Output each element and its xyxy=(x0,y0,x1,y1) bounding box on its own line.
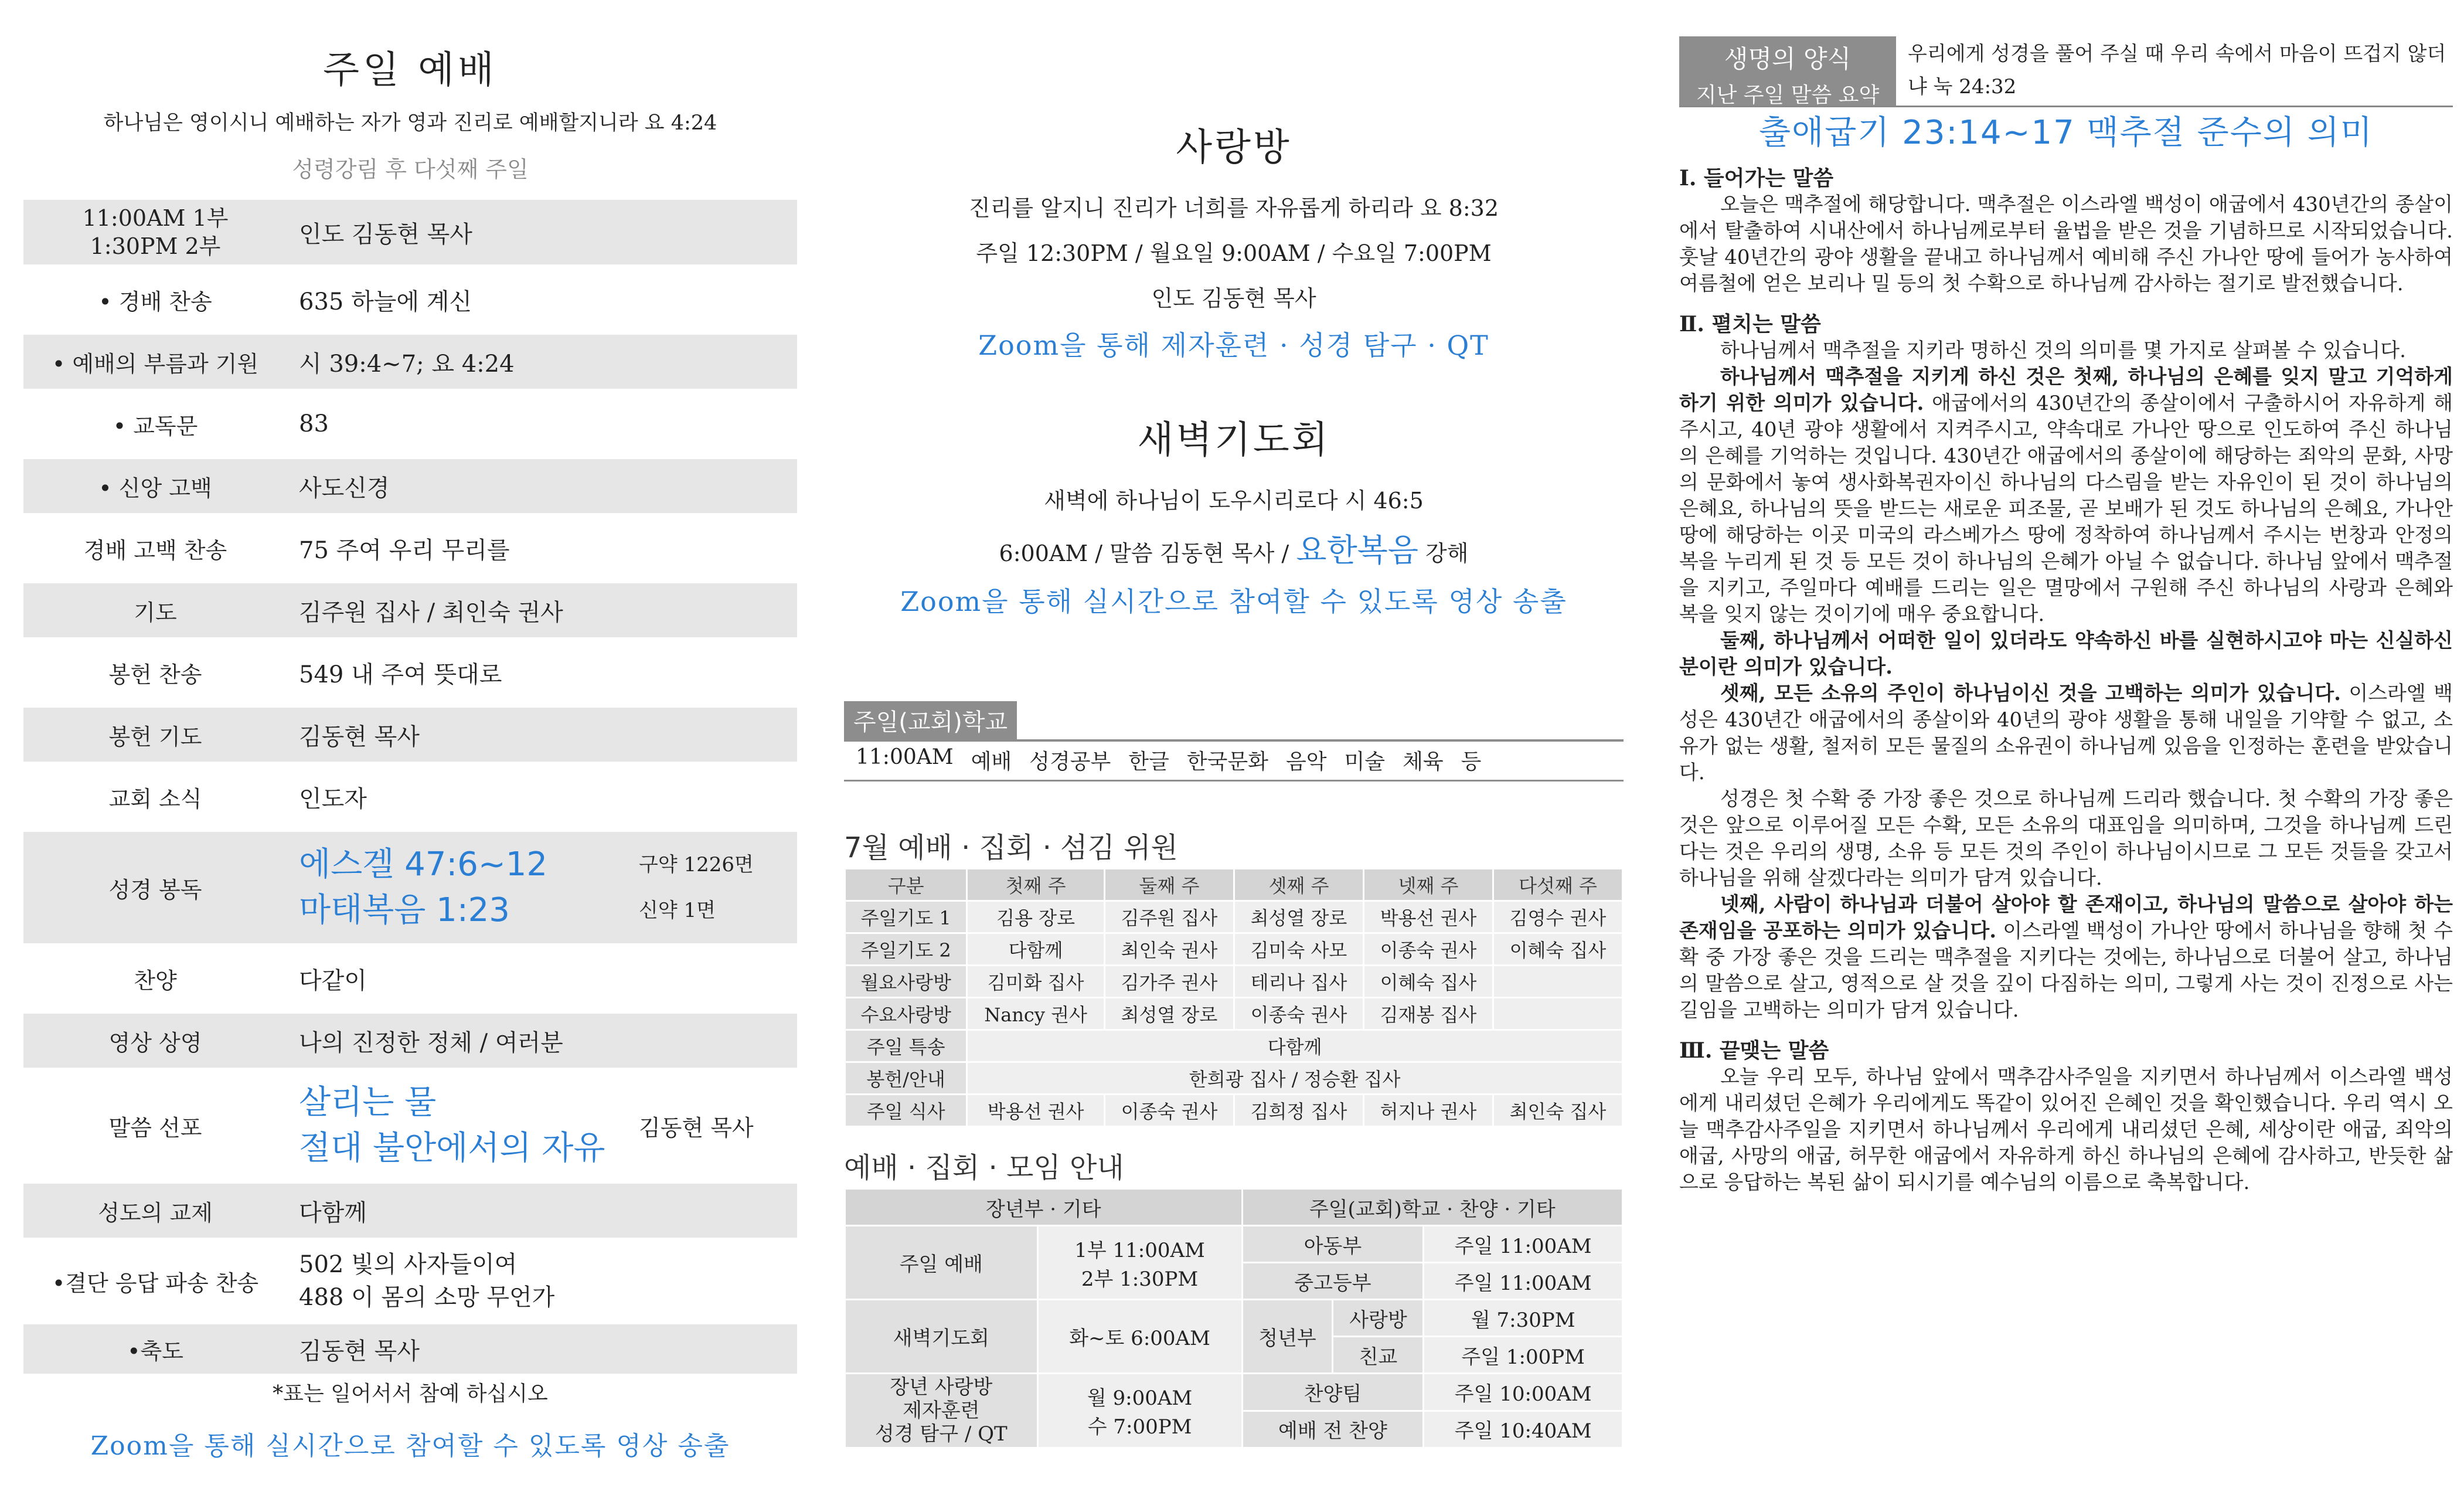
sermon-title-2: 절대 불안에서의 자유 xyxy=(299,1129,605,1167)
table-cell: 김재봉 집사 xyxy=(1363,998,1493,1030)
order-row xyxy=(23,521,797,575)
table-cell: 다함께 xyxy=(967,1030,1623,1062)
order-value: 635 하늘에 계신 xyxy=(299,288,472,315)
order-row xyxy=(23,952,797,1005)
worship-time-1: 1부 11:00AM xyxy=(1074,1238,1205,1262)
response-hymn-2: 488 이 몸의 소망 무언가 xyxy=(299,1284,555,1311)
committee-table xyxy=(844,868,1624,1127)
table-cell: 주일 특송 xyxy=(845,1030,967,1062)
summary-body xyxy=(1679,159,2453,1210)
sermon-preacher: 김동현 목사 xyxy=(639,1115,754,1141)
order-value: 김주원 집사 / 최인숙 권사 xyxy=(299,599,563,626)
table-cell xyxy=(845,1374,1038,1448)
table-cell: 친교 xyxy=(1333,1337,1424,1374)
worship-verse: 하나님은 영이시니 예배하는 자가 영과 진리로 예배할지니라 요 4:24 xyxy=(103,111,717,135)
table-row xyxy=(845,933,1623,966)
order-label: • 경배 찬송 xyxy=(98,288,212,315)
paragraph-text: 이스라엘 백성은 430년간 애굽에서의 종살이와 40년의 광야 생활을 통해 내일을 기약할 수 없고, 소유가 없는 생활, 철저히 모든 물질의 소유권이 하나님께 있음을 인정하는 훈련을 받았습니다. xyxy=(1679,682,2453,784)
order-label: 성도의 교제 xyxy=(98,1200,213,1226)
table-cell: 박용선 권사 xyxy=(1363,901,1493,933)
response-label: •결단 응답 파송 찬송 xyxy=(52,1270,259,1296)
summary-badge xyxy=(1679,36,1896,106)
order-row xyxy=(23,770,797,824)
order-row xyxy=(23,1324,797,1374)
table-cell: 봉헌/안내 xyxy=(845,1062,967,1095)
scripture-ref-1: 에스겔 47:6~12 xyxy=(299,845,548,884)
dawn-schedule-text: 6:00AM / 말씀 김동현 목사 / xyxy=(999,541,1289,566)
order-label: • 신앙 고백 xyxy=(98,475,212,501)
table-row xyxy=(845,1300,1623,1337)
table-cell: 허지나 권사 xyxy=(1363,1095,1493,1127)
adult-label-1: 장년 사랑방 xyxy=(890,1375,993,1399)
table-row xyxy=(845,966,1623,998)
table-cell: 이혜숙 집사 xyxy=(1363,966,1493,998)
order-row xyxy=(23,335,797,389)
table-cell: 주일기도 1 xyxy=(845,901,967,933)
paragraph xyxy=(1679,364,2453,628)
sermon-title-1: 살리는 물 xyxy=(299,1083,437,1122)
school-item: 체육 xyxy=(1403,750,1444,774)
table-cell: 이종숙 권사 xyxy=(1363,933,1493,966)
table-cell: 김미화 집사 xyxy=(967,966,1105,998)
school-item: 예배 xyxy=(971,750,1012,774)
standing-note: *표는 일어서서 참예 하십시오 xyxy=(273,1382,548,1406)
table-cell: 박용선 권사 xyxy=(967,1095,1105,1127)
paragraph: 오늘 우리 모두, 하나님 앞에서 맥추감사주일을 지키면서 하나님께서 이스라엘 백성에게 내리셨던 은혜가 우리에게도 똑같이 있어진 은혜인 것을 확인했습니다. 우리 역시 오늘 맥추감사주일을 지키면서 하나님께서 우리에게 내리셨던 은혜, 세상이란 애굽, 죄악의 애굽, 사망의 애굽, 허무한 애굽에서 자유하게 하신 하나님의 은혜에 감사하고, 반듯한 삶으로 응답하는 복된 삶이 되시기를 예수님의 이름으로 축복합니다. xyxy=(1679,1065,2453,1194)
emphasis: 셋째, 모든 소유의 주인이 하나님이신 것을 고백하는 의미가 있습니다. xyxy=(1720,682,2341,705)
dawn-suffix: 강해 xyxy=(1425,541,1469,566)
paragraph xyxy=(1679,892,2453,1024)
sarangbang-title: 사랑방 xyxy=(1176,126,1292,169)
emphasis: 둘째, 하나님께서 어떠한 일이 있더라도 약속하신 바를 실현하시고야 마는 신실하신 분이란 의미가 있습니다. xyxy=(1679,629,2453,679)
table-row xyxy=(845,1030,1623,1062)
table-cell: 찬양팀 xyxy=(1242,1374,1424,1411)
table-cell: 이혜숙 집사 xyxy=(1493,933,1622,966)
table-cell: 최인숙 집사 xyxy=(1493,1095,1622,1127)
sarangbang-zoom: Zoom을 통해 제자훈련 · 성경 탐구 · QT xyxy=(978,329,1489,361)
table-row xyxy=(845,1226,1623,1263)
school-item: 음악 xyxy=(1285,750,1327,774)
order-label: 경배 고백 찬송 xyxy=(83,537,227,563)
response-hymns xyxy=(287,1248,797,1314)
paragraph xyxy=(1679,628,2453,681)
worship-season: 성령강림 후 다섯째 주일 xyxy=(292,157,529,182)
order-value: 다같이 xyxy=(299,967,367,994)
table-row xyxy=(845,998,1623,1030)
sarangbang-verse: 진리를 알지니 진리가 너희를 자유롭게 하리라 요 8:32 xyxy=(968,195,1499,221)
sermon-titles xyxy=(287,1080,639,1171)
paragraph: 오늘은 맥추절에 해당합니다. 맥추절은 이스라엘 백성이 애굽에서 430년간의 종살이에서 탈출하여 시내산에서 하나님께로부터 율법을 받은 것을 기념하므로 시작되었습니다. 훗날 40년간의 광야 생활을 끝내고 하나님께서 예비해 주신 가나안 땅에 들어가 농사하여 여름철에 얻은 보리나 밀 등의 첫 수확으로 하나님께 감사하는 절기로 발전했습니다. xyxy=(1679,193,2453,295)
table-cell: 주일기도 2 xyxy=(845,933,967,966)
sermon-summary-column xyxy=(1679,0,2453,1495)
table-cell: 최성열 장로 xyxy=(1104,998,1234,1030)
summary-title: 출애굽기 23:14~17 맥추절 준수의 의미 xyxy=(1759,114,2373,152)
paragraph xyxy=(1679,681,2453,786)
order-label: 11:00AM 1부 1:30PM 2부 xyxy=(82,205,229,259)
order-label: 영상 상영 xyxy=(108,1029,202,1056)
table-cell xyxy=(1493,966,1622,998)
order-value: 다함께 xyxy=(299,1199,367,1226)
table-cell: 최인숙 권사 xyxy=(1104,933,1234,966)
order-value: 김동현 목사 xyxy=(299,1337,420,1365)
table-cell: 청년부 xyxy=(1242,1300,1333,1374)
order-row xyxy=(23,1184,797,1238)
committee-header: 첫째 주 xyxy=(967,869,1105,901)
worship-order xyxy=(23,200,797,1374)
table-cell: Nancy 권사 xyxy=(967,998,1105,1030)
order-label: 기도 xyxy=(134,599,177,626)
table-cell: 예배 전 찬양 xyxy=(1242,1411,1424,1448)
table-cell xyxy=(1037,1374,1242,1448)
table-cell: 새벽기도회 xyxy=(845,1300,1038,1374)
dawn-book: 요한복음 xyxy=(1296,532,1418,569)
table-cell: 화~토 6:00AM xyxy=(1037,1300,1242,1374)
order-row xyxy=(23,1014,797,1068)
school-item: 11:00AM xyxy=(856,745,954,769)
order-value: 김동현 목사 xyxy=(299,723,420,750)
order-row xyxy=(23,273,797,327)
table-cell: 주일 예배 xyxy=(845,1226,1038,1300)
order-row xyxy=(23,459,797,513)
table-cell: 월 7:30PM xyxy=(1424,1300,1623,1337)
table-cell: 주일 1:00PM xyxy=(1424,1337,1623,1374)
committee-header: 구분 xyxy=(845,869,967,901)
emphasis: 하나님께서 맥추절을 지키게 하신 것은 첫째, 하나님의 은혜를 잊지 말고 기억하게 하기 위한 의미가 있습니다. xyxy=(1679,365,2453,415)
section-heading: Ⅱ. 펼치는 말씀 xyxy=(1679,312,1821,337)
response-hymn-1: 502 빛의 사자들이여 xyxy=(299,1251,518,1278)
order-value: 75 주여 우리 무리를 xyxy=(299,536,510,564)
scripture-refs xyxy=(287,842,639,933)
sarangbang-leader: 인도 김동현 목사 xyxy=(1151,286,1316,311)
adult-label-3: 성경 탐구 / QT xyxy=(874,1422,1008,1446)
table-cell: 테리나 집사 xyxy=(1234,966,1363,998)
table-cell: 김희정 집사 xyxy=(1234,1095,1363,1127)
table-cell: 김주원 집사 xyxy=(1104,901,1234,933)
committee-header: 다섯째 주 xyxy=(1493,869,1622,901)
worship-column xyxy=(23,0,797,1495)
sarangbang-times: 주일 12:30PM / 월요일 9:00AM / 수요일 7:00PM xyxy=(976,240,1492,266)
emphasis: 넷째, 사람이 하나님과 더불어 살아야 할 존재이고, 하나님의 말씀으로 살아야 하는 존재임을 공포하는 의미가 있습니다. xyxy=(1679,893,2453,943)
sermon-label: 말씀 선포 xyxy=(108,1115,202,1141)
table-cell: 사랑방 xyxy=(1333,1300,1424,1337)
order-row xyxy=(23,583,797,637)
school-divider-bottom xyxy=(844,780,1624,782)
order-row xyxy=(23,200,797,264)
order-value: 인도자 xyxy=(299,785,367,813)
paragraph-text: 애굽에서의 430년간의 종살이에서 구출하시어 자유하게 해주시고, 40년 광야 생활에서 지켜주시고, 약속대로 가나안 땅으로 인도하여 주신 하나님의 은혜를 기억하는 것입니다. 430년간 애굽에서의 종살이에 해당하는 죄악의 문화, 사망의 문화에서 놓여 생사화복권자이신 하나님의 다스림을 받는 자유인이 된 것이 하나님의 은혜요, 하나님의 뜻을 받드는 새로운 피조물, 곧 보배가 된 것도 하나님의 은혜요, 가나안 땅에 해당하는 이곳 미국의 라스베가스 땅에 정착하여 하나님께서 주시는 번창과 안정의 복을 누리게 된 것 등 모든 것이 하나님의 은혜가 아닐 수 없습니다. 하나님 앞에서 맥추절을 지키고, 주일마다 예배를 드리는 일은 멸망에서 구원해 주신 하나님의 사랑과 은혜와 복을 잊지 않는 것이기에 매우 중요합니다. xyxy=(1679,392,2453,626)
school-item: 미술 xyxy=(1344,750,1386,774)
meetings-header: 주일(교회)학교 · 찬양 · 기타 xyxy=(1242,1189,1622,1226)
adult-label-2: 제자훈련 xyxy=(903,1399,980,1422)
section-intro xyxy=(1679,165,2453,297)
order-row xyxy=(23,645,797,699)
order-value: 시 39:4~7; 요 4:24 xyxy=(299,350,515,378)
table-cell: 한희광 집사 / 정승환 집사 xyxy=(967,1062,1623,1095)
sermon-row xyxy=(23,1076,797,1175)
table-row xyxy=(845,1095,1623,1127)
table-cell: 최성열 장로 xyxy=(1234,901,1363,933)
order-value: 83 xyxy=(299,410,329,437)
paragraph-text: 이스라엘 백성이 가나안 땅에서 하나님을 향해 첫 수확 중 가장 좋은 것을 드리는 맥추절을 지키다는 것에는, 하나님으로 더불어 살고, 하나님의 말씀으로 살고, 영적으로 살 것을 깊이 다짐하는 의미, 그렇게 사는 것이 진정으로 사는 길임을 고백하는 의미가 담겨 있습니다. xyxy=(1679,919,2453,1022)
paragraph: 성경은 첫 수확 중 가장 좋은 것으로 하나님께 드리라 했습니다. 첫 수확의 가장 좋은 것은 앞으로 이루어질 모든 수확, 모든 소유의 대표임을 의미하며, 그것을 하나님께 드린다는 것은 우리의 생명, 소유 등 모든 것의 주인이 하나님이시므로 그 모든 것들을 갖고서 하나님을 위해 살겠다라는 의미가 담겨 있습니다. xyxy=(1679,787,2453,890)
table-cell: 이종숙 권사 xyxy=(1234,998,1363,1030)
table-cell: 주일 10:40AM xyxy=(1424,1411,1623,1448)
order-value: 사도신경 xyxy=(299,474,390,502)
info-column xyxy=(844,0,1624,1495)
order-value: 나의 진정한 정체 / 여러분 xyxy=(299,1029,563,1056)
badge-subtitle: 지난 주일 말씀 요약 xyxy=(1696,83,1880,107)
scripture-row xyxy=(23,832,797,943)
table-row xyxy=(845,1374,1623,1411)
table-cell: 월요사랑방 xyxy=(845,966,967,998)
worship-title: 주일 예배 xyxy=(323,49,498,92)
school-tab: 주일(교회)학교 xyxy=(844,701,1017,739)
paragraph: 하나님께서 맥추절을 지키라 명하신 것의 의미를 몇 가지로 살펴볼 수 있습니다. xyxy=(1720,339,2406,362)
table-cell: 이종숙 권사 xyxy=(1104,1095,1234,1127)
table-cell: 주일 식사 xyxy=(845,1095,967,1127)
dawn-zoom: Zoom을 통해 실시간으로 참여할 수 있도록 영상 송출 xyxy=(900,586,1567,617)
table-cell: 김용 장로 xyxy=(967,901,1105,933)
table-row xyxy=(845,1062,1623,1095)
school-item: 한국문화 xyxy=(1186,750,1268,774)
table-cell: 주일 10:00AM xyxy=(1424,1374,1623,1411)
order-label: 봉헌 찬송 xyxy=(108,661,202,688)
order-label: •축도 xyxy=(127,1338,183,1364)
committee-header-row xyxy=(845,869,1623,901)
table-cell: 수요사랑방 xyxy=(845,998,967,1030)
school-section xyxy=(844,701,1624,782)
worship-zoom-note: Zoom을 통해 실시간으로 참여할 수 있도록 영상 송출 xyxy=(90,1431,730,1461)
committee-header: 둘째 주 xyxy=(1104,869,1234,901)
dawn-schedule xyxy=(844,528,1624,573)
committee-header: 셋째 주 xyxy=(1234,869,1363,901)
dawn-title: 새벽기도회 xyxy=(1137,419,1330,462)
table-cell: 주일 11:00AM xyxy=(1424,1263,1623,1300)
section-main xyxy=(1679,311,2453,1024)
scripture-pages xyxy=(639,842,797,933)
table-cell: 다함께 xyxy=(967,933,1105,966)
order-row xyxy=(23,397,797,451)
summary-quote: 우리에게 성경을 풀어 주실 때 우리 속에서 마음이 뜨겁지 않더냐 눅 24:32 xyxy=(1908,42,2446,98)
meetings-header: 장년부 · 기타 xyxy=(845,1189,1243,1226)
school-item: 한글 xyxy=(1128,750,1169,774)
order-value: 549 내 주여 뜻대로 xyxy=(299,661,502,688)
section-heading: Ⅰ. 들어가는 말씀 xyxy=(1679,166,1834,191)
table-cell: 중고등부 xyxy=(1242,1263,1424,1300)
committee-header: 넷째 주 xyxy=(1363,869,1493,901)
table-cell xyxy=(1493,998,1622,1030)
order-label: • 예배의 부름과 기원 xyxy=(52,351,259,377)
order-label: 봉헌 기도 xyxy=(108,723,202,750)
committee-title: 7월 예배 · 집회 · 섬김 위원 xyxy=(844,831,1178,864)
scripture-page-2: 신약 1면 xyxy=(639,899,716,922)
table-cell: 아동부 xyxy=(1242,1226,1424,1263)
worship-time-2: 2부 1:30PM xyxy=(1081,1267,1199,1291)
scripture-ref-2: 마태복음 1:23 xyxy=(299,891,510,929)
order-label: • 교독문 xyxy=(113,413,198,439)
meetings-table xyxy=(844,1188,1624,1449)
table-cell xyxy=(1037,1226,1242,1300)
adult-time-2: 수 7:00PM xyxy=(1087,1415,1192,1439)
meetings-header-row xyxy=(845,1189,1623,1226)
order-row xyxy=(23,708,797,762)
order-value: 인도 김동현 목사 xyxy=(299,220,472,248)
table-cell: 김가주 권사 xyxy=(1104,966,1234,998)
badge-title: 생명의 양식 xyxy=(1724,45,1852,73)
section-heading: Ⅲ. 끝맺는 말씀 xyxy=(1679,1038,1829,1063)
scripture-label: 성경 봉독 xyxy=(108,876,202,903)
scripture-page-1: 구약 1226면 xyxy=(639,853,754,876)
order-label: 찬양 xyxy=(134,967,177,994)
table-cell: 김영수 권사 xyxy=(1493,901,1622,933)
school-item: 등 xyxy=(1461,750,1482,774)
dawn-verse: 새벽에 하나님이 도우시리로다 시 46:5 xyxy=(1044,488,1424,514)
table-row xyxy=(845,901,1623,933)
meetings-title: 예배 · 집회 · 모임 안내 xyxy=(844,1151,1124,1184)
school-items xyxy=(844,745,1624,775)
response-row xyxy=(23,1246,797,1316)
school-item: 성경공부 xyxy=(1029,750,1111,774)
table-cell: 김미숙 사모 xyxy=(1234,933,1363,966)
adult-time-1: 월 9:00AM xyxy=(1087,1387,1193,1410)
order-label: 교회 소식 xyxy=(108,786,202,812)
table-cell: 주일 11:00AM xyxy=(1424,1226,1623,1263)
school-divider xyxy=(844,739,1624,742)
section-closing xyxy=(1679,1038,2453,1196)
